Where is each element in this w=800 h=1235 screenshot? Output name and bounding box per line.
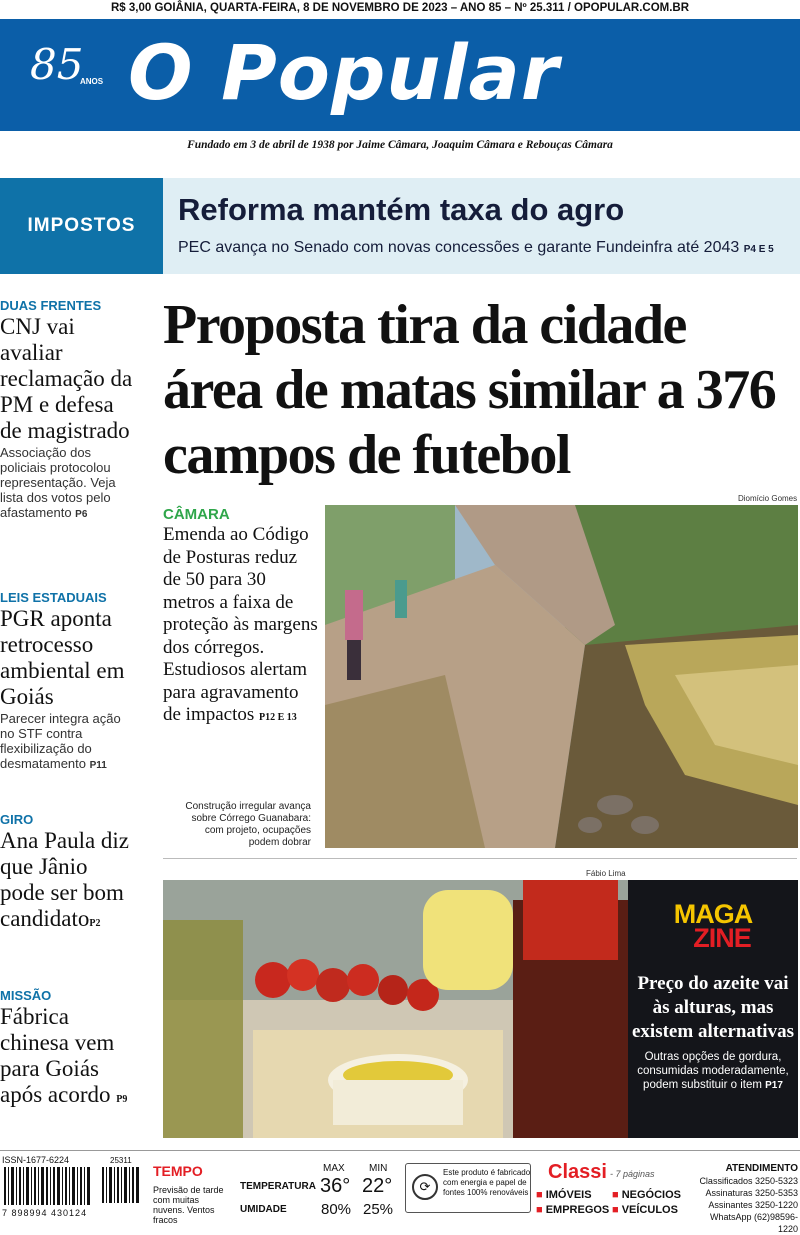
story-summary-text: Associação dos policiais protocolou representação. Veja lista dos votos pelo afastamento xyxy=(0,445,116,520)
weather-title: TEMPO xyxy=(153,1163,203,1179)
service-line: Classificados 3250-5323 xyxy=(699,1176,798,1186)
magazine-logo xyxy=(628,899,798,953)
weather-forecast: Previsão de tarde com muitas nuvens. Ventos fracos xyxy=(153,1185,224,1225)
magazine-headline[interactable]: Preço do azeite vai às alturas, mas existem alternativas xyxy=(632,973,794,1042)
min-label: MIN xyxy=(369,1163,388,1174)
stream-photo[interactable] xyxy=(325,505,798,848)
story-headline[interactable]: CNJ vai avaliar reclamação da PM e defesa de magistrado xyxy=(0,314,133,443)
page-ref: P4 E 5 xyxy=(743,244,774,255)
anniversary-number: 85 xyxy=(30,40,84,89)
temperature-label: TEMPERATURA xyxy=(240,1181,316,1192)
photo-credit: Diomício Gomes xyxy=(738,494,798,503)
olive-oil-photo[interactable] xyxy=(163,880,628,1138)
barcode-number: 7 898994 430124 xyxy=(2,1208,88,1218)
story-body-text: Emenda ao Código de Posturas reduz de 50 para 30 metros a faixa de proteção às margens dos córregos. Estudiosos alertam para agravamento de impactos xyxy=(163,524,318,725)
page-ref: P6 xyxy=(75,509,88,520)
main-story-text xyxy=(163,506,318,730)
temp-min: 22° xyxy=(362,1175,393,1197)
photo-caption: Construção irregular avança sobre Córrego Guanabara: com projeto, ocupações podem dobrar xyxy=(185,801,311,848)
magazine-summary xyxy=(628,1050,798,1093)
story-headline[interactable] xyxy=(0,1004,135,1113)
section-tag: IMPOSTOS xyxy=(0,178,163,274)
anniversary-seal xyxy=(30,40,104,101)
top-banner[interactable] xyxy=(0,178,800,274)
page-ref: P2 xyxy=(89,918,101,929)
classifieds-item[interactable]: ■ IMÓVEIS xyxy=(536,1189,592,1201)
newspaper-logo: O Popular xyxy=(128,28,560,117)
anniversary-unit: ANOS xyxy=(80,77,104,86)
page-ref: P17 xyxy=(765,1080,783,1091)
story-summary xyxy=(0,445,135,522)
issn: ISSN-1677-6224 xyxy=(2,1155,70,1165)
story-headline-text: Ana Paula diz que Jânio pode ser bom candidato xyxy=(0,828,130,931)
divider xyxy=(163,858,797,859)
humidity-max: 80% xyxy=(321,1201,352,1218)
customer-service xyxy=(690,1163,798,1235)
recycle-icon: ⟳ xyxy=(412,1174,438,1200)
classifieds-title: Classi xyxy=(548,1161,607,1183)
masthead xyxy=(0,19,800,131)
main-headline[interactable]: Proposta tira da cidade área de matas similar a 376 campos de futebol xyxy=(163,294,776,486)
story-body xyxy=(163,524,318,730)
left-story-1[interactable] xyxy=(0,298,135,522)
page-ref: P11 xyxy=(89,760,107,771)
left-story-4[interactable] xyxy=(0,988,135,1113)
humidity-min: 25% xyxy=(363,1201,394,1218)
photo-credit: Fábio Lima xyxy=(586,869,626,878)
story-headline[interactable] xyxy=(0,828,135,937)
max-label: MAX xyxy=(323,1163,345,1174)
service-line: Assinaturas 3250-5353 xyxy=(705,1188,798,1198)
story-kicker: MISSÃO xyxy=(0,988,52,1003)
magazine-logo-bottom: ZINE xyxy=(693,923,751,953)
page-ref: P9 xyxy=(116,1094,128,1105)
classifieds-item[interactable]: ■ NEGÓCIOS xyxy=(612,1189,681,1201)
story-summary xyxy=(0,711,135,773)
classifieds-item[interactable]: ■ EMPREGOS xyxy=(536,1204,609,1216)
story-kicker: DUAS FRENTES xyxy=(0,298,102,313)
banner-subhead-text: PEC avança no Senado com novas concessões e garante Fundeinfra até 2043 xyxy=(178,239,740,256)
service-title: ATENDIMENTO xyxy=(725,1163,798,1174)
magazine-logo-top: MAGA xyxy=(673,899,753,929)
story-kicker: GIRO xyxy=(0,812,34,827)
addon-barcode-icon xyxy=(101,1167,141,1203)
magazine-summary-text: Outras opções de gordura, consumidas moderadamente, podem substituir o item xyxy=(637,1051,789,1091)
barcode-icon xyxy=(2,1167,92,1205)
story-kicker: LEIS ESTADUAIS xyxy=(0,590,107,605)
story-kicker: CÂMARA xyxy=(163,506,230,523)
temp-max: 36° xyxy=(320,1175,351,1197)
story-headline[interactable]: PGR aponta retrocesso ambiental em Goiás xyxy=(0,606,125,709)
footer xyxy=(0,1150,800,1234)
story-summary-text: Parecer integra ação no STF contra flexibilização do desmatamento xyxy=(0,711,121,771)
left-story-3[interactable] xyxy=(0,812,135,937)
humidity-label: UMIDADE xyxy=(240,1204,287,1215)
classifieds-pages: - 7 páginas xyxy=(610,1169,655,1179)
dateline: R$ 3,00 GOIÂNIA, QUARTA-FEIRA, 8 DE NOVEMBRO DE 2023 – ANO 85 – Nº 25.311 / OPOPULAR.COM.BR xyxy=(110,2,690,14)
service-line: WhatsApp (62)98596-1220 xyxy=(709,1212,798,1234)
eco-note-text: Este produto é fabricado com energia e papel de fontes 100% renováveis xyxy=(443,1168,531,1197)
story-headline-text: Fábrica chinesa vem para Goiás após acordo xyxy=(0,1004,115,1107)
service-line: Assinantes 3250-1220 xyxy=(708,1200,798,1210)
left-story-2[interactable] xyxy=(0,590,135,773)
eco-note xyxy=(405,1163,531,1213)
classifieds-item[interactable]: ■ VEÍCULOS xyxy=(612,1204,678,1216)
founded-line: Fundado em 3 de abril de 1938 por Jaime Câmara, Joaquim Câmara e Rebouças Câmara xyxy=(187,139,613,151)
edition-code: 25311 xyxy=(110,1156,132,1165)
magazine-teaser[interactable] xyxy=(628,880,798,1138)
page-ref: P12 E 13 xyxy=(259,712,297,723)
banner-subhead xyxy=(178,239,774,257)
banner-headline[interactable]: Reforma mantém taxa do agro xyxy=(178,192,625,227)
